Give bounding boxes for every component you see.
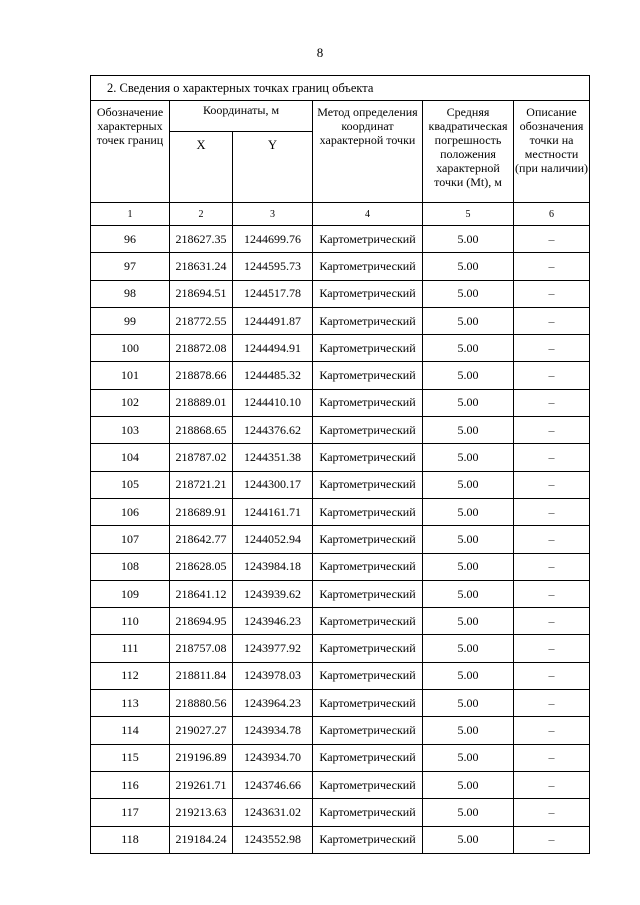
table-row <box>91 799 590 826</box>
error-cell: 5.00 <box>423 417 514 444</box>
method-cell: Картометрический <box>313 799 423 826</box>
table-row <box>91 335 590 362</box>
x-coordinate-cell: 218641.12 <box>170 580 233 607</box>
description-cell: – <box>514 471 590 498</box>
method-cell: Картометрический <box>313 498 423 525</box>
table-row <box>91 417 590 444</box>
header-coords: Координаты, м <box>170 101 313 132</box>
description-cell: – <box>514 744 590 771</box>
y-coordinate-cell: 1244494.91 <box>233 335 313 362</box>
column-number: 3 <box>233 203 313 226</box>
method-cell: Картометрический <box>313 553 423 580</box>
method-cell: Картометрический <box>313 444 423 471</box>
column-number: 6 <box>514 203 590 226</box>
header-description: Описание обозначения точки на местности (при наличии) <box>514 101 590 203</box>
description-cell: – <box>514 553 590 580</box>
description-cell: – <box>514 253 590 280</box>
method-cell: Картометрический <box>313 580 423 607</box>
error-cell: 5.00 <box>423 662 514 689</box>
table-row <box>91 717 590 744</box>
method-cell: Картометрический <box>313 226 423 253</box>
x-coordinate-cell: 219213.63 <box>170 799 233 826</box>
y-coordinate-cell: 1243552.98 <box>233 826 313 853</box>
y-coordinate-cell: 1243946.23 <box>233 608 313 635</box>
error-cell: 5.00 <box>423 307 514 334</box>
point-id-cell: 98 <box>91 280 170 307</box>
y-coordinate-cell: 1243964.23 <box>233 690 313 717</box>
description-cell: – <box>514 771 590 798</box>
point-id-cell: 108 <box>91 553 170 580</box>
point-id-cell: 105 <box>91 471 170 498</box>
error-cell: 5.00 <box>423 471 514 498</box>
x-coordinate-cell: 218878.66 <box>170 362 233 389</box>
point-id-cell: 112 <box>91 662 170 689</box>
point-id-cell: 107 <box>91 526 170 553</box>
point-id-cell: 118 <box>91 826 170 853</box>
x-coordinate-cell: 218868.65 <box>170 417 233 444</box>
table-row <box>91 526 590 553</box>
table-body <box>91 226 590 854</box>
y-coordinate-cell: 1244485.32 <box>233 362 313 389</box>
point-id-cell: 104 <box>91 444 170 471</box>
section-title: 2. Сведения о характерных точках границ объекта <box>91 76 590 101</box>
error-cell: 5.00 <box>423 717 514 744</box>
description-cell: – <box>514 635 590 662</box>
point-id-cell: 117 <box>91 799 170 826</box>
description-cell: – <box>514 362 590 389</box>
table-row <box>91 580 590 607</box>
table-row <box>91 389 590 416</box>
y-coordinate-cell: 1244410.10 <box>233 389 313 416</box>
table-row <box>91 253 590 280</box>
point-id-cell: 100 <box>91 335 170 362</box>
error-cell: 5.00 <box>423 799 514 826</box>
error-cell: 5.00 <box>423 526 514 553</box>
method-cell: Картометрический <box>313 335 423 362</box>
y-coordinate-cell: 1244300.17 <box>233 471 313 498</box>
y-coordinate-cell: 1243746.66 <box>233 771 313 798</box>
method-cell: Картометрический <box>313 744 423 771</box>
point-id-cell: 101 <box>91 362 170 389</box>
point-id-cell: 113 <box>91 690 170 717</box>
header-row-1 <box>91 101 590 132</box>
table-row <box>91 608 590 635</box>
y-coordinate-cell: 1244351.38 <box>233 444 313 471</box>
description-cell: – <box>514 690 590 717</box>
table-row <box>91 771 590 798</box>
y-coordinate-cell: 1243934.70 <box>233 744 313 771</box>
x-coordinate-cell: 218811.84 <box>170 662 233 689</box>
method-cell: Картометрический <box>313 253 423 280</box>
y-coordinate-cell: 1244517.78 <box>233 280 313 307</box>
error-cell: 5.00 <box>423 280 514 307</box>
method-cell: Картометрический <box>313 690 423 717</box>
y-coordinate-cell: 1243939.62 <box>233 580 313 607</box>
column-number: 5 <box>423 203 514 226</box>
x-coordinate-cell: 218787.02 <box>170 444 233 471</box>
x-coordinate-cell: 219184.24 <box>170 826 233 853</box>
header-error: Средняя квадратическая погрешность положения характерной точки (Mt), м <box>423 101 514 203</box>
method-cell: Картометрический <box>313 771 423 798</box>
description-cell: – <box>514 389 590 416</box>
description-cell: – <box>514 444 590 471</box>
error-cell: 5.00 <box>423 744 514 771</box>
description-cell: – <box>514 580 590 607</box>
x-coordinate-cell: 218628.05 <box>170 553 233 580</box>
error-cell: 5.00 <box>423 253 514 280</box>
x-coordinate-cell: 218772.55 <box>170 307 233 334</box>
table-row <box>91 226 590 253</box>
error-cell: 5.00 <box>423 389 514 416</box>
x-coordinate-cell: 218689.91 <box>170 498 233 525</box>
description-cell: – <box>514 608 590 635</box>
point-id-cell: 115 <box>91 744 170 771</box>
method-cell: Картометрический <box>313 717 423 744</box>
column-number: 1 <box>91 203 170 226</box>
x-coordinate-cell: 218889.01 <box>170 389 233 416</box>
table-row <box>91 280 590 307</box>
method-cell: Картометрический <box>313 362 423 389</box>
point-id-cell: 116 <box>91 771 170 798</box>
method-cell: Картометрический <box>313 471 423 498</box>
y-coordinate-cell: 1243631.02 <box>233 799 313 826</box>
error-cell: 5.00 <box>423 690 514 717</box>
table-row <box>91 471 590 498</box>
point-id-cell: 106 <box>91 498 170 525</box>
y-coordinate-cell: 1244161.71 <box>233 498 313 525</box>
x-coordinate-cell: 218631.24 <box>170 253 233 280</box>
table-row <box>91 444 590 471</box>
y-coordinate-cell: 1243977.92 <box>233 635 313 662</box>
table-row <box>91 744 590 771</box>
x-coordinate-cell: 218694.51 <box>170 280 233 307</box>
x-coordinate-cell: 218872.08 <box>170 335 233 362</box>
description-cell: – <box>514 662 590 689</box>
x-coordinate-cell: 218627.35 <box>170 226 233 253</box>
error-cell: 5.00 <box>423 226 514 253</box>
header-method: Метод определения координат характерной точки <box>313 101 423 203</box>
point-id-cell: 99 <box>91 307 170 334</box>
point-id-cell: 102 <box>91 389 170 416</box>
point-id-cell: 111 <box>91 635 170 662</box>
description-cell: – <box>514 226 590 253</box>
y-coordinate-cell: 1244491.87 <box>233 307 313 334</box>
error-cell: 5.00 <box>423 553 514 580</box>
error-cell: 5.00 <box>423 635 514 662</box>
description-cell: – <box>514 417 590 444</box>
point-id-cell: 110 <box>91 608 170 635</box>
y-coordinate-cell: 1244052.94 <box>233 526 313 553</box>
method-cell: Картометрический <box>313 662 423 689</box>
x-coordinate-cell: 219196.89 <box>170 744 233 771</box>
description-cell: – <box>514 280 590 307</box>
error-cell: 5.00 <box>423 362 514 389</box>
table-row <box>91 362 590 389</box>
table-row <box>91 498 590 525</box>
boundary-points-table <box>90 75 590 854</box>
method-cell: Картометрический <box>313 826 423 853</box>
description-cell: – <box>514 526 590 553</box>
point-id-cell: 97 <box>91 253 170 280</box>
point-id-cell: 109 <box>91 580 170 607</box>
error-cell: 5.00 <box>423 335 514 362</box>
method-cell: Картометрический <box>313 280 423 307</box>
description-cell: – <box>514 335 590 362</box>
x-coordinate-cell: 219261.71 <box>170 771 233 798</box>
x-coordinate-cell: 218694.95 <box>170 608 233 635</box>
description-cell: – <box>514 307 590 334</box>
table-row <box>91 635 590 662</box>
header-x: X <box>170 132 233 203</box>
method-cell: Картометрический <box>313 417 423 444</box>
y-coordinate-cell: 1243934.78 <box>233 717 313 744</box>
x-coordinate-cell: 218880.56 <box>170 690 233 717</box>
method-cell: Картометрический <box>313 389 423 416</box>
section-title-row <box>91 76 590 101</box>
x-coordinate-cell: 218757.08 <box>170 635 233 662</box>
method-cell: Картометрический <box>313 526 423 553</box>
error-cell: 5.00 <box>423 444 514 471</box>
x-coordinate-cell: 218721.21 <box>170 471 233 498</box>
y-coordinate-cell: 1244376.62 <box>233 417 313 444</box>
column-number: 2 <box>170 203 233 226</box>
y-coordinate-cell: 1243984.18 <box>233 553 313 580</box>
method-cell: Картометрический <box>313 608 423 635</box>
method-cell: Картометрический <box>313 307 423 334</box>
header-point: Обозначение характерных точек границ <box>91 101 170 203</box>
description-cell: – <box>514 826 590 853</box>
x-coordinate-cell: 219027.27 <box>170 717 233 744</box>
description-cell: – <box>514 498 590 525</box>
y-coordinate-cell: 1243978.03 <box>233 662 313 689</box>
y-coordinate-cell: 1244699.76 <box>233 226 313 253</box>
column-number: 4 <box>313 203 423 226</box>
y-coordinate-cell: 1244595.73 <box>233 253 313 280</box>
table-row <box>91 307 590 334</box>
column-number-row <box>91 203 590 226</box>
error-cell: 5.00 <box>423 580 514 607</box>
description-cell: – <box>514 717 590 744</box>
table-row <box>91 553 590 580</box>
error-cell: 5.00 <box>423 498 514 525</box>
point-id-cell: 96 <box>91 226 170 253</box>
page-number: 8 <box>316 45 324 60</box>
point-id-cell: 103 <box>91 417 170 444</box>
error-cell: 5.00 <box>423 608 514 635</box>
header-y: Y <box>233 132 313 203</box>
table-row <box>91 826 590 853</box>
error-cell: 5.00 <box>423 771 514 798</box>
error-cell: 5.00 <box>423 826 514 853</box>
point-id-cell: 114 <box>91 717 170 744</box>
description-cell: – <box>514 799 590 826</box>
table-row <box>91 690 590 717</box>
x-coordinate-cell: 218642.77 <box>170 526 233 553</box>
method-cell: Картометрический <box>313 635 423 662</box>
table-row <box>91 662 590 689</box>
